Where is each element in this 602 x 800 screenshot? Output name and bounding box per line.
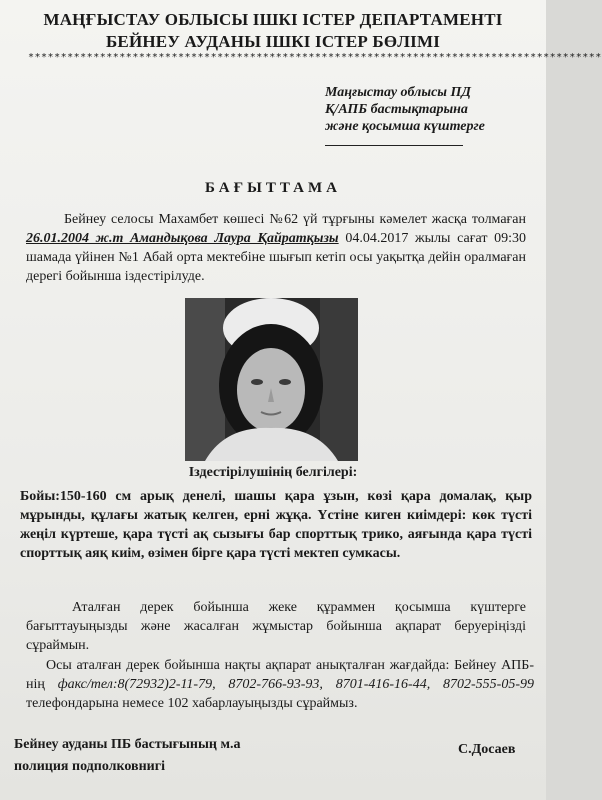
request-text: Аталған дерек бойынша жеке құраммен қосымша күштерге бағыттауыңызды және жасалған жұмыстар бойынша ақпарат беруеріңізді сұраймын.: [26, 600, 526, 653]
missing-person-photo: [185, 298, 358, 461]
signature-name: С.Досаев: [458, 742, 516, 757]
missing-person-name: 26.01.2004 ж.т Амандықова Лаура Қайратқызы: [26, 231, 339, 246]
features-description: Бойы:150-160 см арық денелі, шашы қара ұзын, көзі қара домалақ, қыр мұрынды, құлағы жатық келген, ерні жұқа. Үстіне киген киімдері: көк түсті жеңіл күртеше, қара түсті ақ сызығы бар спорттық трико, аяғында қара түсті спорттық аяқ киім, өзімен бірге қара түсті мектеп сумкасы.: [20, 489, 532, 561]
addressee-line-3: және қосымша күштерге: [325, 119, 485, 134]
phone-numbers: факс/тел:8(72932)2-11-79, 8702-766-93-93, 8701-416-16-44, 8702-555-05-99: [57, 677, 534, 692]
portrait-image: [185, 298, 358, 461]
star-divider: ****************************************************************************************: [28, 52, 602, 63]
addressee-underline: [325, 135, 463, 146]
division-title: БЕЙНЕУ АУДАНЫ ІШКІ ІСТЕР БӨЛІМІ: [105, 32, 441, 51]
intro-paragraph: [26, 210, 526, 286]
contact-text-end: телефондарына немесе 102 хабарлауыңызды сұраймыз.: [26, 696, 358, 711]
contact-paragraph: [26, 656, 534, 713]
contact-text-start: Осы аталған дерек бойынша нақты ақпарат анықталған жағдайда: Бейнеу АПБ-нің: [26, 658, 534, 692]
signature-position: Бейнеу ауданы ПБ бастығының м.а: [14, 737, 241, 752]
intro-text-start: Бейнеу селосы Махамбет көшесі №62 үй тұрғыны кәмелет жасқа толмаған: [64, 212, 526, 227]
intro-text-end: 04.04.2017 жылы сағат 09:30 шамада үйінен №1 Абай орта мектебіне шығып кетіп осы уақытқа дейін оралмаған дерегі бойынша іздестірілуде.: [26, 231, 526, 284]
addressee-line-1: Маңғыстау облысы ПД: [325, 85, 471, 100]
document-title: БАҒЫТТАМА: [205, 180, 341, 196]
features-title: Іздестірілушінің белгілері:: [188, 465, 358, 480]
signature-rank: полиция подполковнигі: [14, 759, 165, 774]
addressee-line-2: Қ/АПБ бастықтарына: [325, 102, 468, 117]
signature-title: [14, 734, 241, 778]
department-title: МАҢҒЫСТАУ ОБЛЫСЫ ІШКІ ІСТЕР ДЕПАРТАМЕНТІ: [43, 10, 503, 29]
request-paragraph: [26, 598, 526, 655]
addressee-block: [325, 84, 485, 146]
